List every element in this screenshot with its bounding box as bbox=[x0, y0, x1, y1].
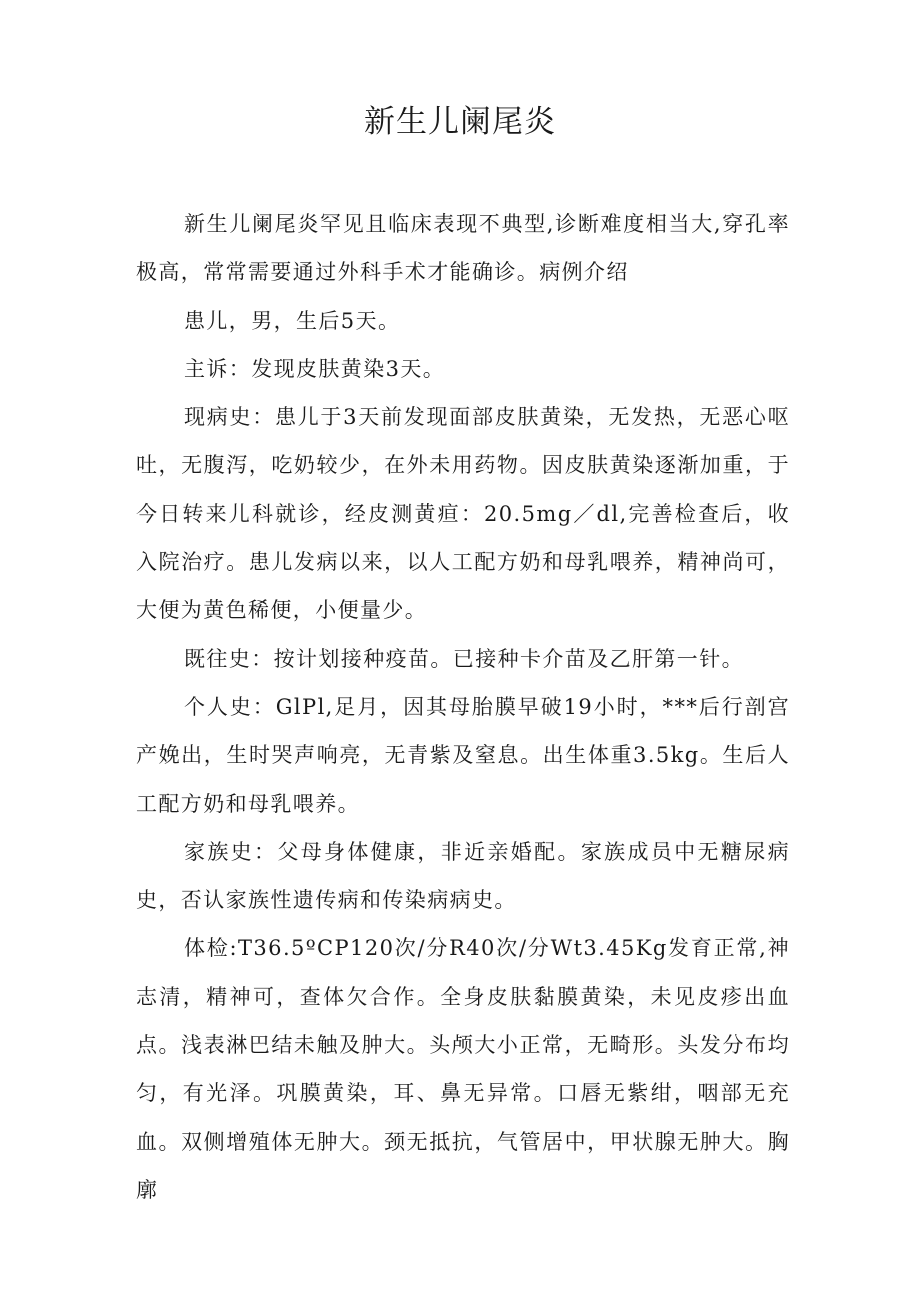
paragraph-patient: 患儿，男，生后5天。 bbox=[184, 308, 401, 333]
paragraph-physical-exam: 体检:T36.5ºCP120次/分R40次/分Wt3.45Kg发育正常,神志清，精神可，查体欠合作。全身皮肤黏膜黄染，未见皮疹出血点。浅表淋巴结未触及肿大。头颅大小正常，无畸形。头发分布均匀，有光泽。巩膜黄染，耳、鼻无异常。口唇无紫绀，咽部无充血。双侧增殖体无肿大。颈无抵抗，气管居中，甲状腺无肿大。胸廓 bbox=[136, 936, 790, 1202]
paragraph-personal-history: 个人史：GlPl,足月，因其母胎膜早破19小时，***后行剖宫产娩出，生时哭声响亮，无青紫及窒息。出生体重3.5kg。生后人工配方奶和母乳喂养。 bbox=[136, 694, 790, 816]
paragraph-family-history: 家族史：父母身体健康，非近亲婚配。家族成员中无糖尿病史，否认家族性遗传病和传染病病史。 bbox=[136, 839, 790, 913]
paragraph-chief-complaint: 主诉：发现皮肤黄染3天。 bbox=[184, 356, 446, 381]
paragraph-past-history: 既往史：按计划接种疫苗。已接种卡介苗及乙肝第一针。 bbox=[184, 646, 744, 671]
document-body bbox=[136, 200, 790, 1214]
paragraph-intro: 新生儿阑尾炎罕见且临床表现不典型,诊断难度相当大,穿孔率极高，常常需要通过外科手术才能确诊。病例介绍 bbox=[136, 212, 790, 285]
document-title: 新生儿阑尾炎 bbox=[364, 104, 556, 140]
paragraph-present-history: 现病史：患儿于3天前发现面部皮肤黄染，无发热，无恶心呕吐，无腹泻，吃奶较少，在外未用药物。因皮肤黄染逐渐加重，于今日转来儿科就诊，经皮测黄疸：20.5mg／dl,完善检查后，收入院治疗。患儿发病以来，以人工配方奶和母乳喂养，精神尚可，大便为黄色稀便，小便量少。 bbox=[136, 405, 790, 623]
